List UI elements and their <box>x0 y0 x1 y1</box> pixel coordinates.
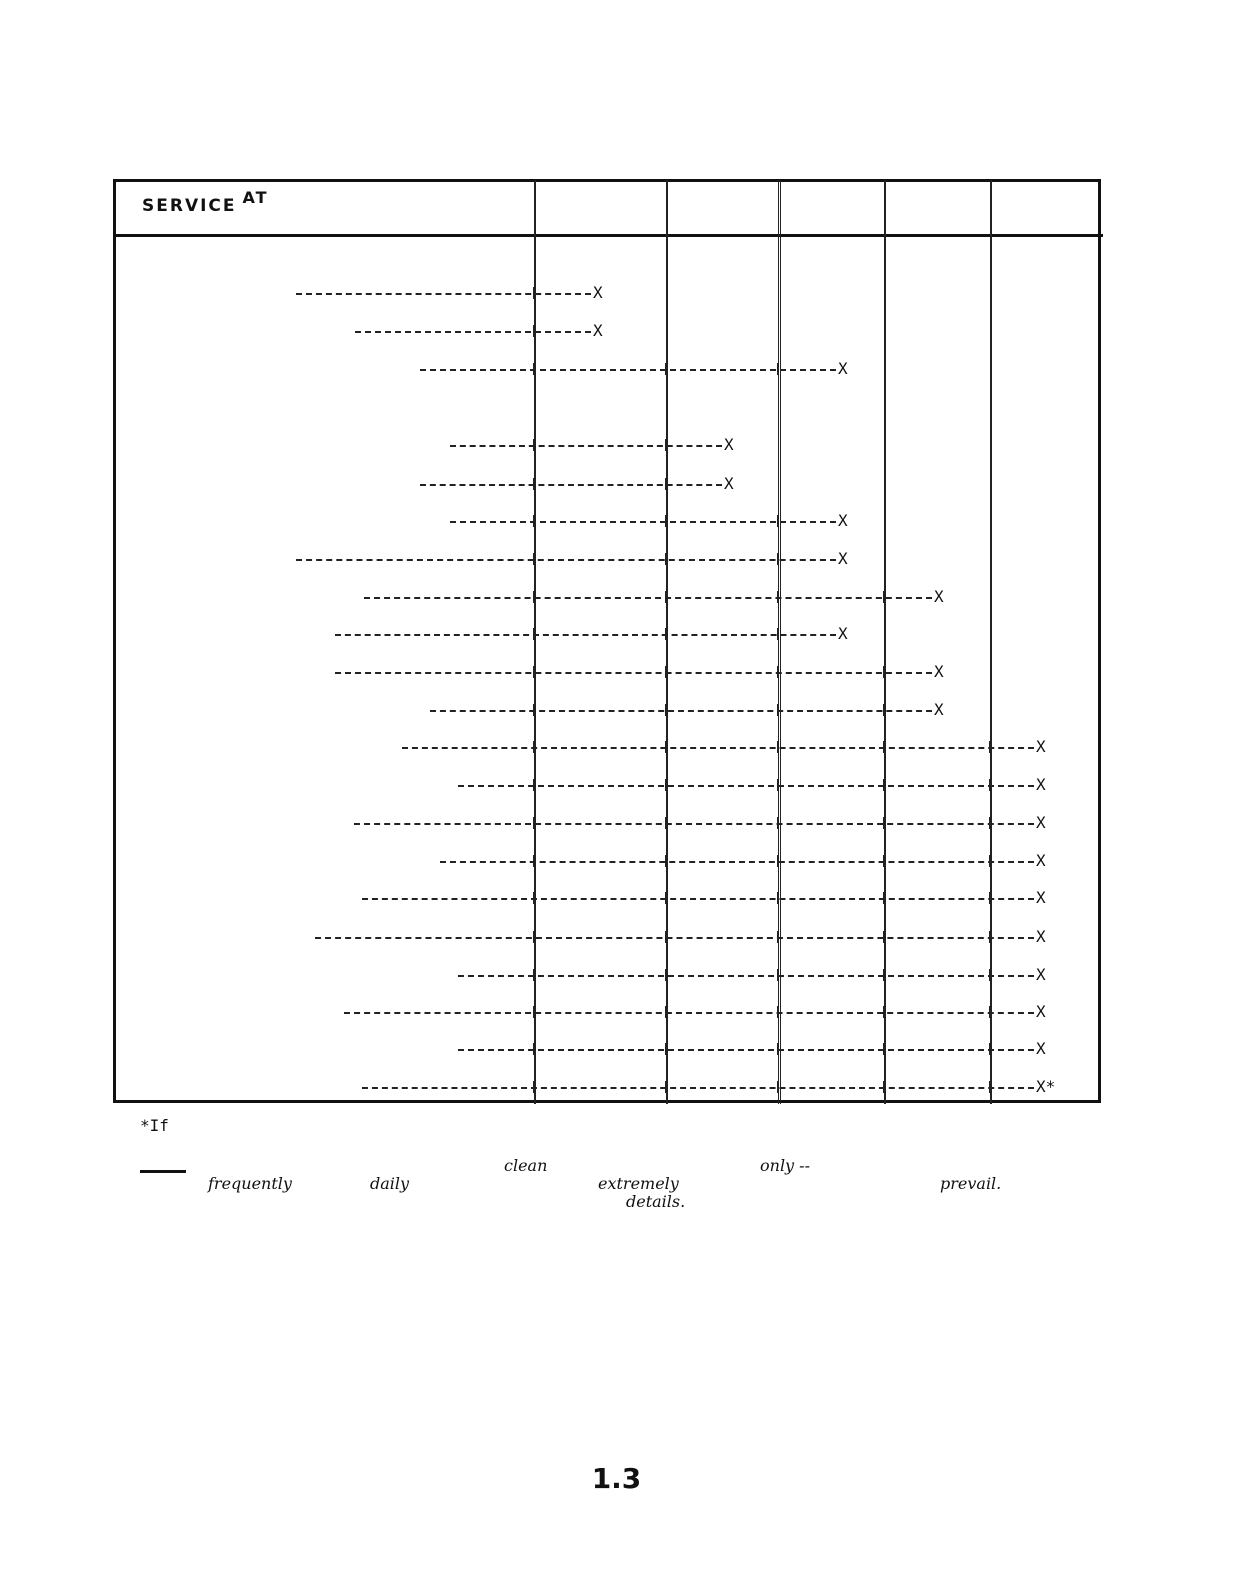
row-16-tick-4 <box>883 892 885 904</box>
row-17-tick-2 <box>665 931 667 943</box>
row-19-leader <box>344 1012 1034 1014</box>
row-18-tick-5 <box>989 969 991 981</box>
row-4-tick-1 <box>533 439 535 451</box>
row-8-tick-2 <box>665 591 667 603</box>
row-8-leader <box>364 597 932 599</box>
row-16-mark: X <box>1036 888 1046 907</box>
row-7-leader <box>296 559 836 561</box>
row-15-tick-3 <box>777 855 779 867</box>
row-19-tick-5 <box>989 1006 991 1018</box>
header-service-label: SERVICE <box>142 196 237 216</box>
row-19-tick-3 <box>777 1006 779 1018</box>
column-divider-3 <box>778 180 781 1104</box>
row-2-leader <box>355 331 591 333</box>
row-4-leader <box>450 445 722 447</box>
row-18-mark: X <box>1036 965 1046 984</box>
note-word-clean: clean <box>504 1156 548 1175</box>
row-11-leader <box>430 710 932 712</box>
row-8-tick-3 <box>777 591 779 603</box>
row-9-tick-1 <box>533 628 535 640</box>
row-19-tick-1 <box>533 1006 535 1018</box>
note-word-details: details. <box>626 1192 686 1211</box>
row-9-tick-2 <box>665 628 667 640</box>
row-3-tick-1 <box>533 363 535 375</box>
note-word-only: only -- <box>760 1156 810 1175</box>
row-17-leader <box>315 937 1034 939</box>
row-9-leader <box>335 634 836 636</box>
row-6-mark: X <box>838 511 848 530</box>
row-15-tick-2 <box>665 855 667 867</box>
column-divider-5 <box>990 180 992 1104</box>
row-20-tick-5 <box>989 1043 991 1055</box>
row-5-tick-1 <box>533 478 535 490</box>
row-20-tick-4 <box>883 1043 885 1055</box>
row-13-tick-4 <box>883 779 885 791</box>
row-16-tick-5 <box>989 892 991 904</box>
row-21-tick-2 <box>665 1081 667 1093</box>
row-19-tick-2 <box>665 1006 667 1018</box>
row-13-tick-2 <box>665 779 667 791</box>
row-5-mark: X <box>724 474 734 493</box>
row-14-tick-3 <box>777 817 779 829</box>
service-table-frame <box>113 179 1101 1103</box>
row-20-tick-1 <box>533 1043 535 1055</box>
row-18-leader <box>458 975 1034 977</box>
row-12-tick-2 <box>665 741 667 753</box>
row-20-leader <box>458 1049 1034 1051</box>
row-13-tick-3 <box>777 779 779 791</box>
row-12-tick-5 <box>989 741 991 753</box>
row-18-tick-2 <box>665 969 667 981</box>
row-21-leader <box>362 1087 1034 1089</box>
row-15-tick-5 <box>989 855 991 867</box>
row-10-tick-2 <box>665 666 667 678</box>
footnote: *If <box>140 1116 169 1135</box>
row-18-tick-3 <box>777 969 779 981</box>
row-8-mark: X <box>934 587 944 606</box>
column-divider-1 <box>534 180 536 1104</box>
row-2-tick-1 <box>533 325 535 337</box>
row-17-tick-4 <box>883 931 885 943</box>
row-6-tick-2 <box>665 515 667 527</box>
row-15-mark: X <box>1036 851 1046 870</box>
row-12-mark: X <box>1036 737 1046 756</box>
row-17-tick-5 <box>989 931 991 943</box>
row-3-tick-2 <box>665 363 667 375</box>
row-14-tick-4 <box>883 817 885 829</box>
row-3-mark: X <box>838 359 848 378</box>
row-3-leader <box>420 369 836 371</box>
note-word-prevail: prevail. <box>940 1174 1002 1193</box>
row-6-tick-3 <box>777 515 779 527</box>
row-8-tick-4 <box>883 591 885 603</box>
row-12-tick-3 <box>777 741 779 753</box>
row-14-mark: X <box>1036 813 1046 832</box>
row-7-tick-2 <box>665 553 667 565</box>
row-3-tick-3 <box>777 363 779 375</box>
row-11-tick-4 <box>883 704 885 716</box>
column-divider-4 <box>884 180 886 1104</box>
row-15-tick-4 <box>883 855 885 867</box>
row-2-mark: X <box>593 321 603 340</box>
row-10-mark: X <box>934 662 944 681</box>
row-5-tick-2 <box>665 478 667 490</box>
row-19-tick-4 <box>883 1006 885 1018</box>
row-11-tick-3 <box>777 704 779 716</box>
row-11-tick-1 <box>533 704 535 716</box>
row-10-tick-1 <box>533 666 535 678</box>
row-20-tick-3 <box>777 1043 779 1055</box>
row-11-tick-2 <box>665 704 667 716</box>
row-4-mark: X <box>724 435 734 454</box>
row-15-leader <box>440 861 1034 863</box>
row-6-tick-1 <box>533 515 535 527</box>
row-10-leader <box>335 672 932 674</box>
row-13-leader <box>458 785 1034 787</box>
row-14-tick-2 <box>665 817 667 829</box>
note-word-frequently: frequently <box>208 1174 292 1193</box>
row-5-leader <box>420 484 722 486</box>
row-20-tick-2 <box>665 1043 667 1055</box>
row-10-tick-3 <box>777 666 779 678</box>
row-14-leader <box>354 823 1034 825</box>
row-12-tick-1 <box>533 741 535 753</box>
row-16-tick-2 <box>665 892 667 904</box>
row-1-mark: X <box>593 283 603 302</box>
row-21-tick-5 <box>989 1081 991 1093</box>
row-17-tick-3 <box>777 931 779 943</box>
row-13-tick-5 <box>989 779 991 791</box>
header-at-label: AT <box>242 188 269 207</box>
row-13-mark: X <box>1036 775 1046 794</box>
note-word-daily: daily <box>370 1174 410 1193</box>
header-divider <box>113 234 1103 237</box>
row-21-tick-3 <box>777 1081 779 1093</box>
row-7-mark: X <box>838 549 848 568</box>
row-8-tick-1 <box>533 591 535 603</box>
row-18-tick-1 <box>533 969 535 981</box>
row-1-tick-1 <box>533 287 535 299</box>
row-21-mark: X* <box>1036 1077 1056 1096</box>
row-14-tick-5 <box>989 817 991 829</box>
row-18-tick-4 <box>883 969 885 981</box>
row-12-tick-4 <box>883 741 885 753</box>
page-number: 1.3 <box>591 1462 642 1495</box>
note-word-extremely: extremely <box>598 1174 679 1193</box>
row-14-tick-1 <box>533 817 535 829</box>
row-11-mark: X <box>934 700 944 719</box>
row-13-tick-1 <box>533 779 535 791</box>
row-7-tick-1 <box>533 553 535 565</box>
row-9-tick-3 <box>777 628 779 640</box>
row-9-mark: X <box>838 624 848 643</box>
row-16-tick-1 <box>533 892 535 904</box>
row-16-tick-3 <box>777 892 779 904</box>
row-21-tick-1 <box>533 1081 535 1093</box>
row-1-leader <box>296 293 591 295</box>
row-15-tick-1 <box>533 855 535 867</box>
row-17-tick-1 <box>533 931 535 943</box>
row-12-leader <box>402 747 1034 749</box>
row-19-mark: X <box>1036 1002 1046 1021</box>
row-17-mark: X <box>1036 927 1046 946</box>
row-21-tick-4 <box>883 1081 885 1093</box>
column-divider-2 <box>666 180 668 1104</box>
row-16-leader <box>362 898 1034 900</box>
row-20-mark: X <box>1036 1039 1046 1058</box>
note-underline-dash <box>140 1170 186 1173</box>
row-4-tick-2 <box>665 439 667 451</box>
table-header-title <box>142 188 269 216</box>
row-7-tick-3 <box>777 553 779 565</box>
row-10-tick-4 <box>883 666 885 678</box>
